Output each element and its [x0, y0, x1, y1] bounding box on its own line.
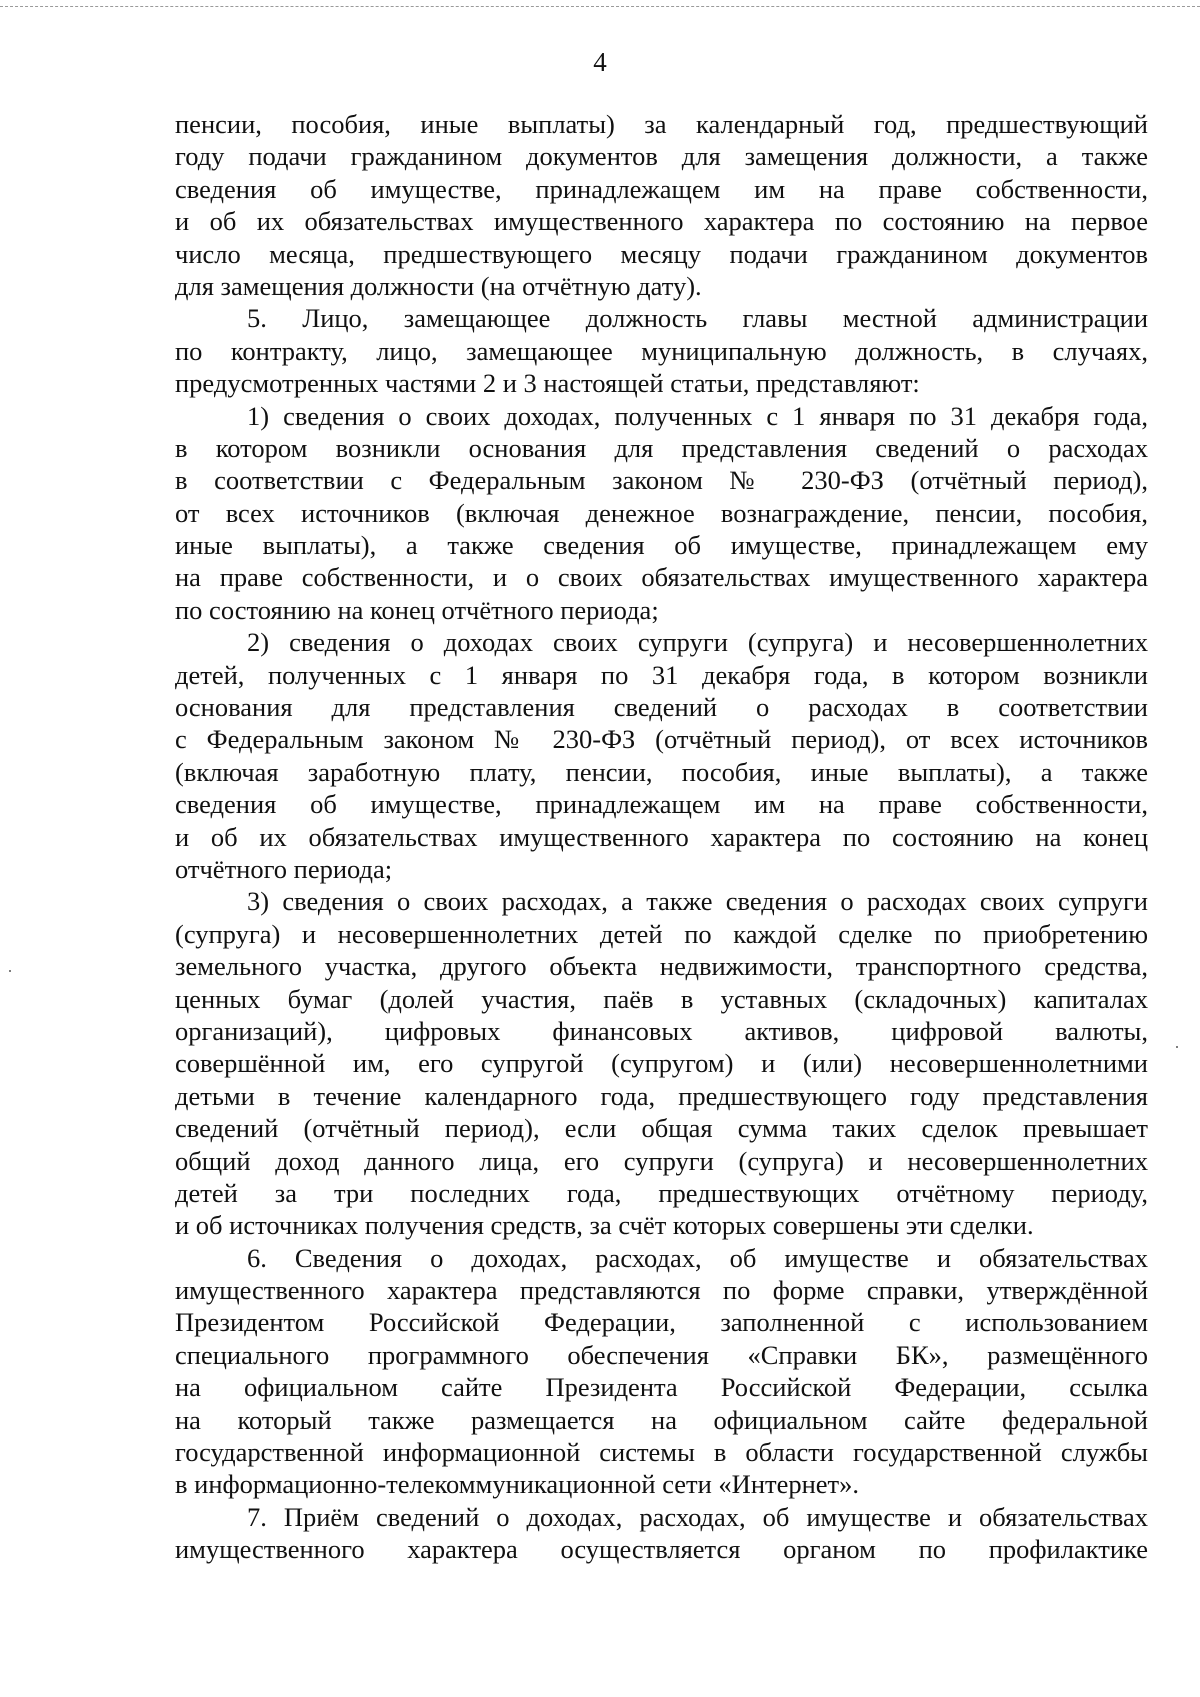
- text-line: государственной информационной системы в области государственной службы: [175, 1437, 1148, 1468]
- page-number: 4: [593, 47, 607, 77]
- text-line: (включая заработную плату, пенсии, пособия, иные выплаты), а также: [175, 756, 1148, 787]
- text-line: на который также размещается на официальном сайте федеральной: [175, 1404, 1148, 1435]
- text-line: по контракту, лицо, замещающее муниципальную должность, в случаях,: [175, 335, 1148, 366]
- text-line: по состоянию на конец отчётного периода;: [175, 594, 659, 625]
- text-line: в соответствии с Федеральным законом № 230-ФЗ (отчётный период),: [175, 465, 1148, 496]
- text-line: от всех источников (включая денежное вознаграждение, пенсии, пособия,: [175, 497, 1148, 528]
- text-line: (супруга) и несовершеннолетних детей по каждой сделке по приобретению: [175, 918, 1148, 949]
- text-line: специального программного обеспечения «Справки БК», размещённого: [175, 1339, 1148, 1370]
- text-line: пенсии, пособия, иные выплаты) за календарный год, предшествующий: [175, 109, 1148, 139]
- text-line: детей за три последних года, предшествующих отчётному периоду,: [175, 1177, 1148, 1208]
- text-line: совершённой им, его супругой (супругом) и (или) несовершеннолетними: [175, 1048, 1148, 1079]
- text-line: организаций), цифровых финансовых активов, цифровой валюты,: [175, 1015, 1148, 1046]
- text-line: и об источниках получения средств, за счёт которых совершены эти сделки.: [175, 1210, 1034, 1241]
- text-line: общий доход данного лица, его супруги (супруга) и несовершеннолетних: [175, 1145, 1148, 1176]
- text-line: на праве собственности, и о своих обязательствах имущественного характера: [175, 562, 1148, 593]
- paragraph-first-line: 3) сведения о своих расходах, а также сведения о расходах своих супруги: [247, 886, 1148, 917]
- paragraph-first-line: 6. Сведения о доходах, расходах, об имуществе и обязательствах: [247, 1242, 1148, 1273]
- text-line: году подачи гражданином документов для замещения должности, а также: [175, 141, 1148, 172]
- text-line: в котором возникли основания для представления сведений о расходах: [175, 432, 1148, 463]
- scan-top-edge: [0, 6, 1200, 7]
- scan-speck: [9, 970, 11, 972]
- document-body: [175, 108, 1148, 1566]
- text-line: и об их обязательствах имущественного характера по состоянию на конец: [175, 821, 1148, 852]
- text-line: с Федеральным законом № 230-ФЗ (отчётный период), от всех источников: [175, 724, 1148, 755]
- text-line: на официальном сайте Президента Российской Федерации, ссылка: [175, 1372, 1148, 1403]
- text-line: отчётного периода;: [175, 853, 393, 884]
- paragraph-first-line: 7. Приём сведений о доходах, расходах, об имуществе и обязательствах: [247, 1501, 1148, 1532]
- paragraph-first-line: 5. Лицо, замещающее должность главы местной администрации: [247, 303, 1148, 334]
- scan-speck: [1176, 1046, 1178, 1048]
- paragraph-first-line: 2) сведения о доходах своих супруги (супруга) и несовершеннолетних: [247, 627, 1148, 658]
- text-line: сведения об имуществе, принадлежащем им на праве собственности,: [175, 789, 1148, 820]
- text-line: предусмотренных частями 2 и 3 настоящей статьи, представляют:: [175, 368, 920, 399]
- text-line: в информационно-телекоммуникационной сети «Интернет».: [175, 1469, 859, 1500]
- text-line: имущественного характера осуществляется органом по профилактике: [175, 1534, 1148, 1565]
- text-line: детьми в течение календарного года, предшествующего году представления: [175, 1080, 1148, 1111]
- text-line: ценных бумаг (долей участия, паёв в уставных (складочных) капиталах: [175, 983, 1148, 1014]
- text-line: для замещения должности (на отчётную дату).: [175, 270, 702, 301]
- paragraph-first-line: 1) сведения о своих доходах, полученных с 1 января по 31 декабря года,: [247, 400, 1148, 431]
- text-line: иные выплаты), а также сведения об имуществе, принадлежащем ему: [175, 530, 1148, 561]
- text-line: сведения об имуществе, принадлежащем им на праве собственности,: [175, 173, 1148, 204]
- text-line: и об их обязательствах имущественного характера по состоянию на первое: [175, 206, 1148, 237]
- text-line: детей, полученных с 1 января по 31 декабря года, в котором возникли: [175, 659, 1148, 690]
- text-line: основания для представления сведений о расходах в соответствии: [175, 692, 1148, 723]
- text-line: имущественного характера представляются по форме справки, утверждённой: [175, 1275, 1148, 1306]
- text-line: сведений (отчётный период), если общая сумма таких сделок превышает: [175, 1113, 1148, 1144]
- text-line: земельного участка, другого объекта недвижимости, транспортного средства,: [175, 951, 1148, 982]
- text-line: Президентом Российской Федерации, заполненной с использованием: [175, 1307, 1148, 1338]
- text-line: число месяца, предшествующего месяцу подачи гражданином документов: [175, 238, 1148, 269]
